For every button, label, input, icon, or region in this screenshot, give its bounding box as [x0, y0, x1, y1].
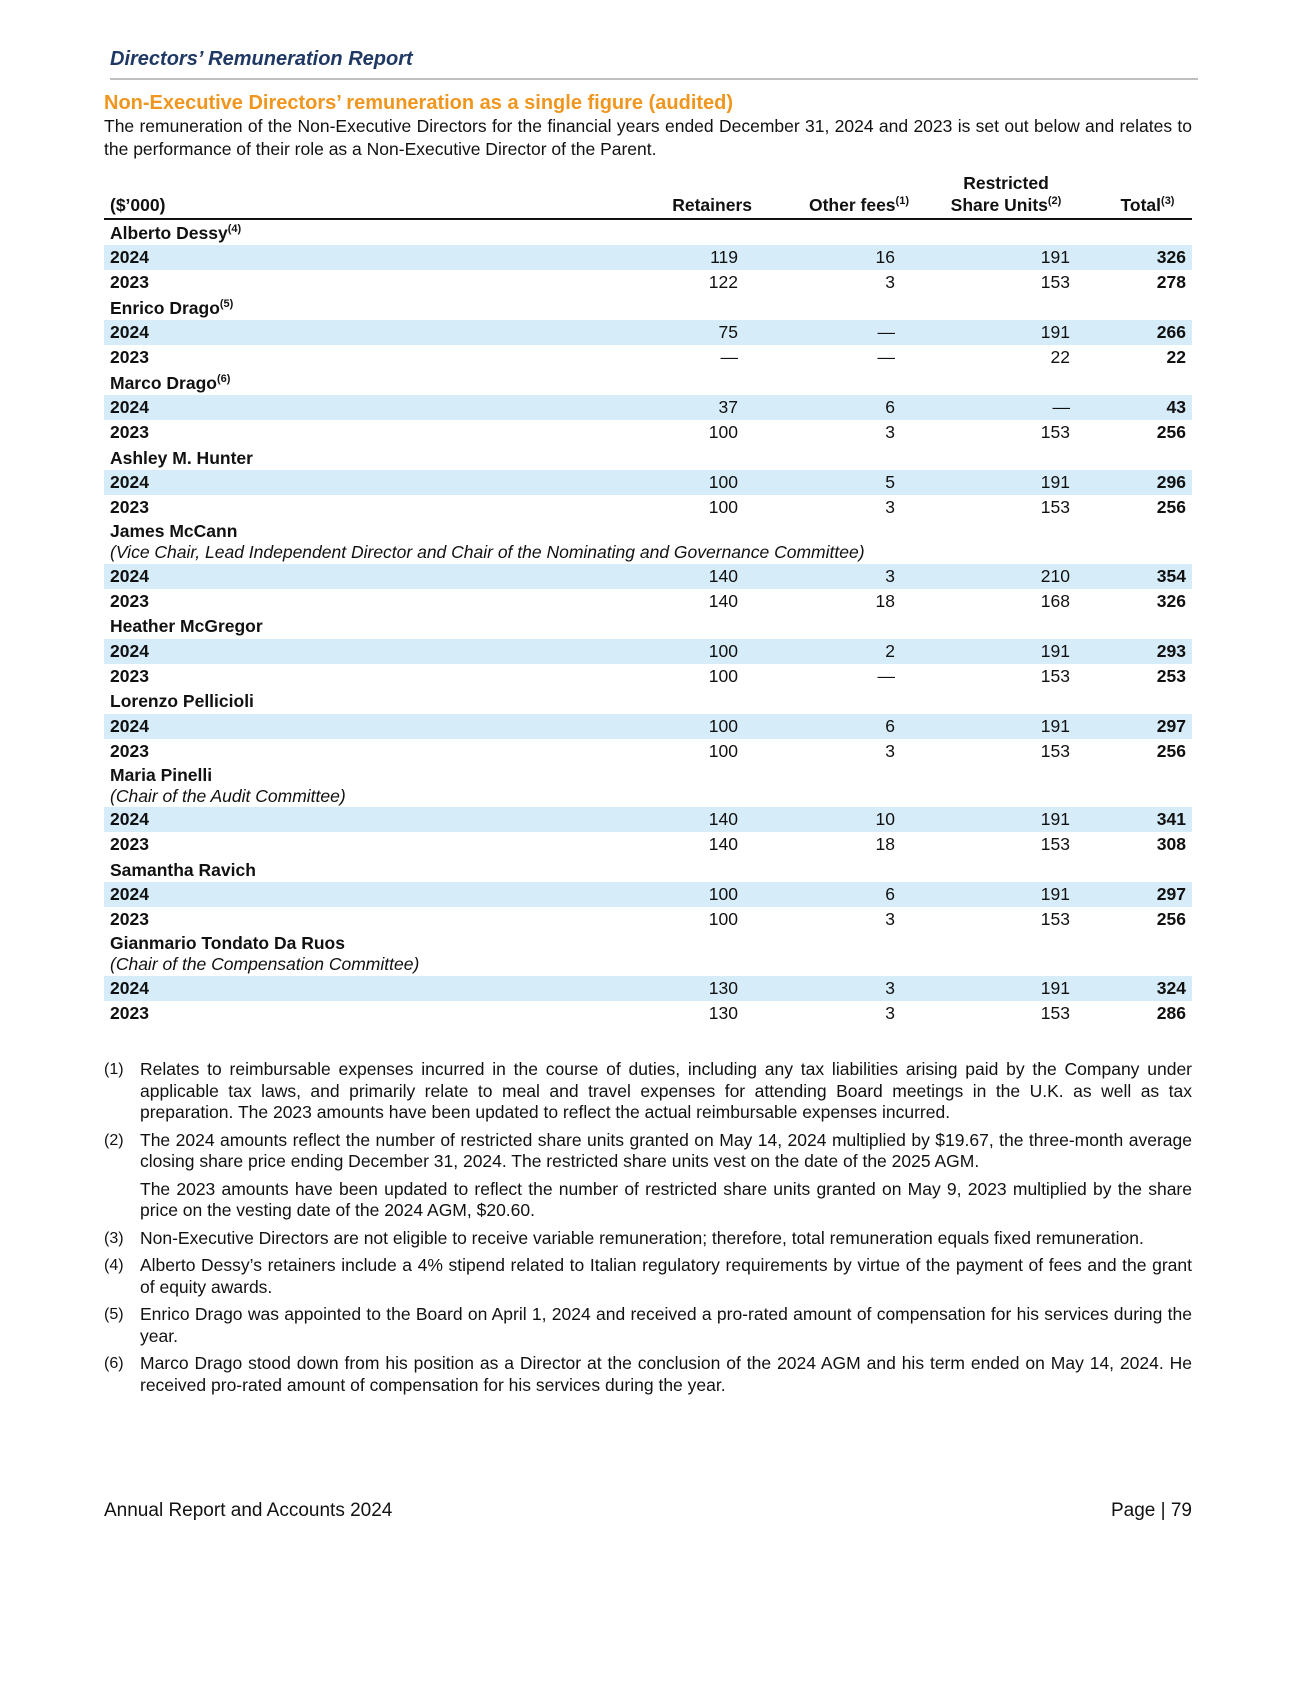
total-cell: 256: [1156, 422, 1186, 442]
retainers-cell: 140: [616, 807, 758, 832]
director-name-row: [104, 857, 1192, 882]
footnote-number: (2): [104, 1131, 124, 1149]
director-name: Gianmario Tondato Da Ruos: [110, 933, 345, 953]
retainers-cell: 130: [616, 976, 758, 1001]
director-name-cell: [104, 932, 1192, 976]
col-header-label: ($’000): [104, 172, 616, 219]
total-cell: 256: [1156, 909, 1186, 929]
other-fees-cell: 3: [885, 909, 895, 929]
footnote: [104, 1228, 1192, 1250]
year-cell: 2024: [104, 639, 616, 664]
other-fees-cell: 6: [758, 714, 915, 739]
director-name: Alberto Dessy: [110, 222, 228, 243]
total-cell: 297: [1097, 714, 1192, 739]
retainers-cell: 140: [616, 564, 758, 589]
other-fees-cell: 10: [758, 807, 915, 832]
rsu-cell: 153: [1040, 272, 1070, 292]
retainers-cell: 100: [708, 909, 738, 929]
header-divider: [110, 78, 1198, 80]
year-cell: 2023: [110, 347, 149, 367]
total-cell: 43: [1097, 395, 1192, 420]
footnote-number: (1): [104, 1061, 124, 1078]
table-row: [104, 345, 1192, 370]
director-name: Maria Pinelli: [110, 764, 213, 785]
table-row: [104, 420, 1192, 445]
other-fees-cell: 3: [885, 740, 895, 761]
footnote-text: Enrico Drago was appointed to the Board on April 1, 2024 and received a pro-rated amount of compensation for his services during the year.: [140, 1304, 1192, 1346]
director-note-ref: (6): [216, 372, 231, 385]
other-fees-cell: 6: [758, 882, 915, 907]
other-fees-cell: 3: [885, 422, 895, 442]
other-fees-cell: 18: [875, 834, 895, 854]
retainers-cell: 100: [708, 665, 738, 686]
rsu-cell: 191: [915, 639, 1097, 664]
table-row: [104, 320, 1192, 345]
table-row: [104, 664, 1192, 689]
director-name: Marco Drago: [110, 372, 217, 393]
director-note-ref: (5): [219, 297, 234, 310]
director-note-ref: (4): [227, 222, 242, 235]
table-row: [104, 245, 1192, 270]
footnote-text: The 2024 amounts reflect the number of restricted share units granted on May 14, 2024 multiplied by $19.67, the three-month average closing share price ending December 31, 2024. The restricted share units vest on the date of the 2025 AGM.: [140, 1129, 1192, 1171]
retainers-cell: 100: [616, 470, 758, 495]
table-row: [104, 639, 1192, 664]
director-name-row: [104, 219, 1192, 245]
total-cell: 308: [1156, 834, 1186, 854]
director-name-cell: [104, 520, 1192, 564]
rsu-cell: —: [915, 395, 1097, 420]
year-cell: 2023: [110, 834, 149, 854]
other-fees-cell: —: [877, 347, 895, 367]
footnote-number: (3): [104, 1229, 124, 1247]
rsu-cell: 153: [1040, 909, 1070, 929]
year-cell: 2023: [110, 740, 149, 761]
rsu-cell: 168: [1040, 590, 1070, 611]
rsu-cell: 191: [915, 807, 1097, 832]
total-cell: 326: [1097, 245, 1192, 270]
director-name-row: [104, 295, 1192, 320]
year-cell: 2023: [110, 497, 149, 517]
total-cell: 297: [1097, 882, 1192, 907]
director-name: Lorenzo Pellicioli: [110, 691, 254, 711]
director-name: Heather McGregor: [110, 616, 263, 636]
rsu-cell: 153: [1040, 1002, 1070, 1023]
rsu-cell: 153: [1040, 422, 1070, 442]
total-cell: 354: [1097, 564, 1192, 589]
rsu-cell: 153: [1040, 740, 1070, 761]
total-cell: 278: [1156, 272, 1186, 292]
col-header-other-fees: Other fees$^{(1)}$: [758, 172, 915, 219]
rsu-cell: 153: [1040, 834, 1070, 854]
rsu-cell: 191: [915, 714, 1097, 739]
other-fees-cell: —: [877, 665, 895, 686]
footnote: [104, 1255, 1192, 1298]
rsu-cell: 153: [1040, 497, 1070, 517]
other-fees-cell: 5: [758, 470, 915, 495]
total-cell: 256: [1156, 740, 1186, 761]
other-fees-cell: 3: [758, 564, 915, 589]
director-name: James McCann: [110, 521, 238, 541]
other-fees-cell: 2: [758, 639, 915, 664]
footnote-text: Relates to reimbursable expenses incurred in the course of duties, including any tax liabilities arising paid by the Company under applicable tax laws, and primarily relate to meal and travel expenses for attending Board meetings in the U.K. as well as tax preparation. The 2023 amounts have been updated to reflect the actual reimbursable expenses incurred.: [140, 1059, 1192, 1122]
table-row: [104, 807, 1192, 832]
remuneration-table: [104, 172, 1192, 1026]
total-cell: 341: [1097, 807, 1192, 832]
total-cell: 22: [1166, 347, 1186, 367]
retainers-cell: —: [720, 347, 738, 367]
rsu-cell: 191: [915, 882, 1097, 907]
other-fees-cell: 6: [758, 395, 915, 420]
director-name-cell: [104, 857, 1192, 882]
retainers-cell: 100: [708, 497, 738, 517]
total-cell: 266: [1097, 320, 1192, 345]
rsu-cell: 191: [915, 245, 1097, 270]
year-cell: 2023: [110, 590, 149, 611]
total-cell: 296: [1097, 470, 1192, 495]
year-cell: 2023: [110, 272, 149, 292]
rsu-cell: 153: [1040, 665, 1070, 686]
year-cell: 2024: [104, 395, 616, 420]
table-row: [104, 907, 1192, 932]
director-name-row: [104, 520, 1192, 564]
director-role: (Chair of the Audit Committee): [110, 785, 346, 806]
year-cell: 2024: [104, 470, 616, 495]
director-name: Enrico Drago: [110, 297, 220, 318]
director-name-row: [104, 445, 1192, 470]
footnote-number: (5): [104, 1306, 124, 1323]
year-cell: 2023: [110, 1002, 149, 1023]
director-name-row: [104, 370, 1192, 395]
director-name-cell: [104, 370, 1192, 395]
retainers-cell: 122: [708, 272, 738, 292]
footnote-number: (4): [104, 1257, 124, 1274]
director-name-cell: [104, 689, 1192, 714]
other-fees-cell: 3: [758, 976, 915, 1001]
table-row: [104, 589, 1192, 614]
rsu-cell: 191: [915, 976, 1097, 1001]
table-row: [104, 739, 1192, 764]
year-cell: 2023: [110, 422, 149, 442]
director-name: Samantha Ravich: [110, 859, 256, 880]
director-name-cell: [104, 295, 1192, 320]
rsu-cell: 191: [915, 470, 1097, 495]
header-title: Directors’ Remuneration Report: [110, 48, 413, 70]
other-fees-cell: 18: [875, 590, 895, 611]
col-header-retainers: Retainers: [616, 172, 758, 219]
director-name-cell: [104, 219, 1192, 245]
total-cell: 326: [1156, 590, 1186, 611]
table-row: [104, 270, 1192, 295]
retainers-cell: 100: [616, 882, 758, 907]
director-name-row: [104, 614, 1192, 639]
footnote-text: Non-Executive Directors are not eligible to receive variable remuneration; therefore, total remuneration equals fixed remuneration.: [140, 1227, 1144, 1248]
year-cell: 2024: [104, 882, 616, 907]
year-cell: 2024: [104, 714, 616, 739]
footnote-text: Alberto Dessy’s retainers include a 4% stipend related to Italian regulatory requirements by virtue of the payment of fees and the grant of equity awards.: [140, 1255, 1192, 1297]
other-fees-cell: —: [758, 320, 915, 345]
director-role: (Chair of the Compensation Committee): [110, 954, 420, 974]
retainers-cell: 119: [616, 245, 758, 270]
intro-paragraph: The remuneration of the Non-Executive Directors for the financial years ended December 31, 2024 and 2023 is set out below and relates to the performance of their role as a Non-Executive Director of the Parent.: [104, 116, 1192, 159]
director-name-row: [104, 689, 1192, 714]
footnote-number: (6): [104, 1355, 124, 1372]
footnote: [104, 1304, 1192, 1347]
director-role: (Vice Chair, Lead Independent Director and Chair of the Nominating and Governance Committee): [110, 542, 865, 562]
director-name: Ashley M. Hunter: [110, 447, 253, 468]
director-name-row: [104, 764, 1192, 808]
col-header-total: Total$^{(3)}$: [1097, 172, 1192, 219]
rsu-cell: 191: [915, 320, 1097, 345]
page-header: [110, 48, 1192, 71]
footnote: [104, 1059, 1192, 1124]
table-row: [104, 470, 1192, 495]
director-name-cell: [104, 614, 1192, 639]
other-fees-cell: 16: [758, 245, 915, 270]
total-cell: 253: [1156, 665, 1186, 686]
retainers-cell: 140: [708, 834, 738, 854]
table-body: [104, 219, 1192, 1026]
footer-report-title: Annual Report and Accounts 2024: [104, 1500, 393, 1521]
footnote-text: Marco Drago stood down from his position as a Director at the conclusion of the 2024 AGM and his term ended on May 14, 2024. He received pro-rated amount of compensation for his services during the year.: [140, 1353, 1192, 1395]
retainers-cell: 37: [616, 395, 758, 420]
section-title: Non-Executive Directors’ remuneration as a single figure (audited): [104, 92, 734, 114]
total-cell: 286: [1156, 1002, 1186, 1023]
director-name-cell: [104, 445, 1192, 470]
col-header-rsu: Restricted Share Units$^{(2)}$: [915, 172, 1097, 219]
table-header-row: [104, 172, 1192, 219]
footnotes: [104, 1059, 1192, 1402]
other-fees-cell: 3: [885, 1002, 895, 1023]
table-row: [104, 495, 1192, 520]
total-cell: 324: [1097, 976, 1192, 1001]
total-cell: 293: [1097, 639, 1192, 664]
year-cell: 2024: [104, 564, 616, 589]
retainers-cell: 140: [708, 590, 738, 611]
footer-page-number: Page | 79: [1110, 1500, 1192, 1521]
year-cell: 2024: [104, 807, 616, 832]
year-cell: 2024: [104, 245, 616, 270]
other-fees-cell: 3: [885, 272, 895, 292]
retainers-cell: 100: [708, 740, 738, 761]
other-fees-cell: 3: [885, 497, 895, 517]
year-cell: 2023: [110, 665, 149, 686]
year-cell: 2023: [110, 909, 149, 929]
table-row: [104, 832, 1192, 857]
year-cell: 2024: [104, 976, 616, 1001]
table-row: [104, 976, 1192, 1001]
retainers-cell: 130: [708, 1002, 738, 1023]
table-row: [104, 1001, 1192, 1026]
table-row: [104, 564, 1192, 589]
table-row: [104, 714, 1192, 739]
table-row: [104, 395, 1192, 420]
retainers-cell: 100: [708, 422, 738, 442]
year-cell: 2024: [104, 320, 616, 345]
retainers-cell: 100: [616, 639, 758, 664]
footnote: [104, 1130, 1192, 1222]
director-name-row: [104, 932, 1192, 976]
footnote: [104, 1353, 1192, 1396]
retainers-cell: 75: [616, 320, 758, 345]
table-row: [104, 882, 1192, 907]
footnote-text-continued: The 2023 amounts have been updated to reflect the number of restricted share units granted on May 9, 2023 multiplied by the share price on the vesting date of the 2024 AGM, $20.60.: [140, 1178, 1192, 1220]
rsu-cell: 210: [915, 564, 1097, 589]
director-name-cell: [104, 764, 1192, 808]
retainers-cell: 100: [616, 714, 758, 739]
rsu-cell: 22: [1050, 347, 1070, 367]
total-cell: 256: [1156, 497, 1186, 517]
